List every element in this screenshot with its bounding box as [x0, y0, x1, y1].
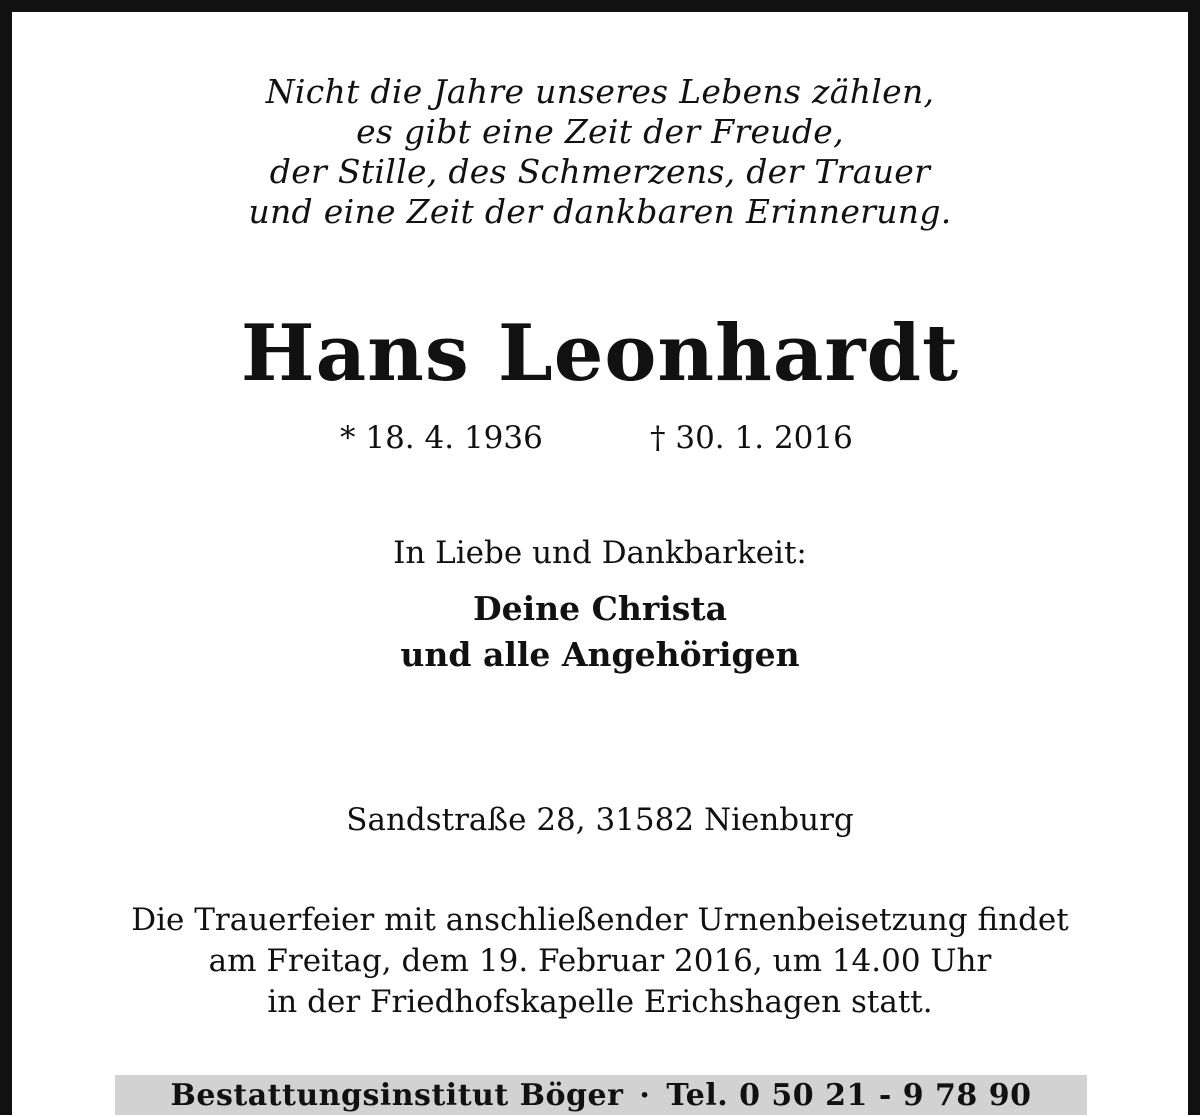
mourners-intro: In Liebe und Dankbarkeit: [393, 535, 807, 571]
mourner-line: und alle Angehörigen [400, 635, 800, 674]
mourners-signature [0, 586, 1200, 678]
funeral-home-phone: Tel. 0 50 21 - 9 78 90 [666, 1078, 1032, 1113]
funeral-home-name: Bestattungsinstitut Böger [170, 1078, 624, 1113]
memorial-poem [0, 72, 1200, 232]
birth-date: * 18. 4. 1936 [340, 420, 543, 456]
death-date: † 30. 1. 2016 [650, 420, 853, 456]
ceremony-line: am Freitag, dem 19. Februar 2016, um 14.00 Uhr [208, 943, 992, 979]
footer-separator: · [639, 1078, 651, 1113]
deceased-name: Hans Leonhardt [240, 308, 960, 399]
mourner-line: Deine Christa [472, 589, 727, 628]
funeral-home-footer [115, 1075, 1087, 1115]
funeral-ceremony-notice [0, 900, 1200, 1023]
poem-line: und eine Zeit der dankbaren Erinnerung. [248, 192, 952, 231]
poem-line: Nicht die Jahre unseres Lebens zählen, [265, 72, 935, 111]
family-address: Sandstraße 28, 31582 Nienburg [346, 802, 854, 838]
poem-line: es gibt eine Zeit der Freude, [356, 112, 844, 151]
poem-line: der Stille, des Schmerzens, der Trauer [269, 152, 931, 191]
ceremony-line: Die Trauerfeier mit anschließender Urnenbeisetzung findet [131, 902, 1069, 938]
ceremony-line: in der Friedhofskapelle Erichshagen statt. [267, 984, 933, 1020]
